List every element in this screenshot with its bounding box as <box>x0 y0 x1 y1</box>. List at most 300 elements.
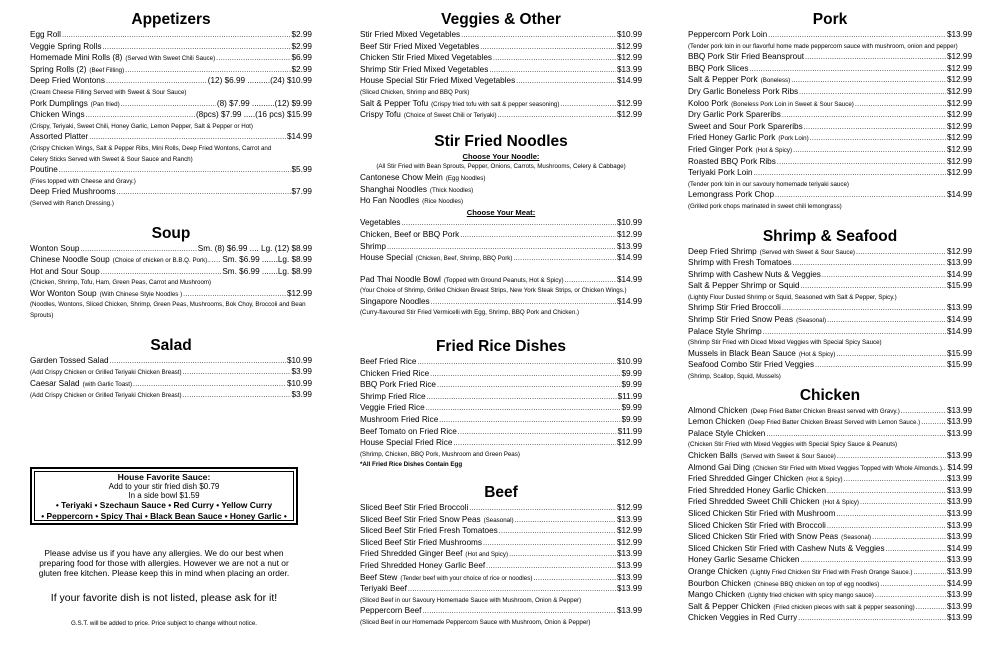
right-column <box>688 10 972 625</box>
menu-item <box>360 99 642 111</box>
item-note: (Chicken, Beef, Shrimp, BBQ Pork) <box>415 255 513 263</box>
item-price: $14.99 <box>946 269 972 279</box>
item-name: Beef Stew <box>360 572 398 582</box>
dot-leader <box>793 258 946 270</box>
dot-leader <box>836 349 946 361</box>
item-price: $7.99 <box>291 187 312 197</box>
menu-item <box>30 76 312 88</box>
item-price: $12.99 <box>616 438 642 448</box>
menu-item <box>688 327 972 339</box>
dot-leader <box>827 315 946 327</box>
menu-item <box>30 356 312 368</box>
item-description: (Tender pork loin in our flavorful home made peppercorn sauce with mushroom, onion and pepper) <box>688 42 958 50</box>
item-price: $10.99 <box>616 357 642 367</box>
item-name: Salt & Pepper Chicken <box>688 601 771 611</box>
dot-leader <box>533 573 616 585</box>
dot-leader <box>799 87 946 99</box>
item-price: $9.99 <box>621 403 642 413</box>
item-price: (8pcs) $7.99 .....(16 pcs) $15.99 <box>195 110 312 120</box>
item-price: $13.99 <box>946 417 972 427</box>
item-note: (Seasonal) <box>796 317 827 325</box>
item-name: Almond Gai Ding <box>688 462 750 472</box>
item-price: $12.99 <box>616 526 642 536</box>
item-description: (Chicken, Shrimp, Tofu, Ham, Green Peas, Carrot and Mushroom) <box>30 279 212 287</box>
item-name: Seafood Combo Stir Fried Veggies <box>688 360 815 370</box>
dot-leader <box>775 190 946 202</box>
menu-item <box>360 242 642 254</box>
menu-item <box>30 110 312 122</box>
item-description: (Shrimp, Chicken, BBQ Pork, Mushroom and Green Peas) <box>360 450 520 458</box>
dot-leader <box>483 538 616 550</box>
noodle-description: (All Stir Fried with Bean Sprouts, Pepper, Onions, Carrots, Mushrooms, Celery & Cabbage) <box>376 163 626 171</box>
item-name: Roasted BBQ Pork Ribs <box>688 156 776 166</box>
item-name: Shrimp Stir Fried Mixed Vegetables <box>360 64 489 74</box>
menu-item <box>360 369 642 381</box>
salad-heading: Salad <box>150 336 192 354</box>
item-name: Shrimp Stir Fried Snow Peas <box>688 315 794 325</box>
dot-leader <box>815 360 946 372</box>
item-price: $14.99 <box>946 543 972 553</box>
dot-leader <box>133 379 286 391</box>
item-note: (Chicken Stir Fried with Mixed Veggies Topped with Whole Almonds.).. <box>752 464 946 472</box>
item-name: Garden Tossed Salad <box>30 355 109 365</box>
item-name: Fried Honey Garlic Pork <box>688 133 776 143</box>
item-name: Koloo Pork <box>688 98 729 108</box>
sauce-price-line1: Add to your stir fried dish $0.79 <box>108 482 220 491</box>
item-name: Crispy Tofu <box>360 110 401 120</box>
item-name: House Special Stir Fried Mixed Vegetables <box>360 76 516 86</box>
item-price: $12.99 <box>946 133 972 143</box>
item-price: $12.99 <box>616 537 642 547</box>
item-name: Cantonese Chow Mein <box>360 172 443 182</box>
item-name: Dry Garlic Pork Spareribs <box>688 110 781 120</box>
item-note: (Hot & Spicy) <box>806 476 843 484</box>
item-name: Sweet and Sour Pork Spareribs <box>688 121 803 131</box>
menu-item <box>360 253 642 265</box>
chicken-list <box>688 406 972 625</box>
menu-item <box>30 65 312 77</box>
menu-item <box>688 315 972 327</box>
menu-item <box>688 281 972 293</box>
item-price: $13.99 <box>946 532 972 542</box>
item-name: Teriyaki Pork Loin <box>688 168 753 178</box>
menu-item <box>360 173 642 185</box>
item-description: (Crispy Chicken Wings, Salt & Pepper Ribs, Mini Rolls, Deep Fried Wontons, Carrot and <box>30 144 272 152</box>
dot-leader <box>183 289 286 301</box>
menu-item <box>688 133 972 145</box>
menu-item <box>30 42 312 54</box>
item-name: Singapore Noodles <box>360 296 430 306</box>
dot-leader <box>515 515 616 527</box>
item-note: (Tender beef with your choice of rice or noodles) <box>400 574 533 582</box>
dot-leader <box>836 509 946 521</box>
item-note: (Boneless) <box>760 77 791 85</box>
menu-item <box>688 110 972 122</box>
item-name: Shrimp <box>360 241 386 251</box>
menu-item <box>360 392 642 404</box>
dot-leader <box>216 53 290 65</box>
item-price: $13.99 <box>946 428 972 438</box>
item-note: (Choice of Sweet Chili or Teriyaki) <box>403 112 497 120</box>
dot-leader <box>437 380 621 392</box>
item-name: Fried Shredded Ginger Beef <box>360 549 463 559</box>
dot-leader <box>498 110 616 122</box>
addon-price: $3.99 <box>291 367 312 377</box>
item-price: (8) $7.99 ..........(12) $9.99 <box>216 98 312 108</box>
dot-leader <box>768 30 946 42</box>
item-name: Chicken, Beef or BBQ Pork <box>360 229 460 239</box>
item-name: Shanghai Noodles <box>360 184 427 194</box>
item-name: Lemongrass Pork Chop <box>688 190 775 200</box>
menu-item <box>688 486 972 498</box>
item-note: (Pan fried) <box>90 100 120 108</box>
item-name: Deep Fried Wontons <box>30 76 105 86</box>
dot-leader <box>886 544 946 556</box>
menu-item <box>688 52 972 64</box>
sauce-list-1: • Teriyaki • Szechaun Sauce • Red Curry • Yellow Curry <box>55 500 273 510</box>
dot-leader <box>427 392 617 404</box>
item-name: Mushroom Fried Rice <box>360 415 439 425</box>
dot-leader <box>827 486 946 498</box>
dot-leader <box>431 297 616 309</box>
dot-leader <box>426 403 621 415</box>
item-price: $2.99 <box>291 41 312 51</box>
menu-item <box>30 267 312 279</box>
item-price: $13.99 <box>946 555 972 565</box>
dot-leader <box>86 110 195 122</box>
menu-item <box>688 509 972 521</box>
item-price: $9.99 <box>621 380 642 390</box>
middle-column <box>360 10 642 629</box>
menu-item <box>360 549 642 561</box>
menu-item <box>688 521 972 533</box>
menu-item <box>360 110 642 122</box>
noodle-types-list <box>360 173 642 208</box>
dot-leader <box>513 253 616 265</box>
dot-leader <box>453 438 616 450</box>
item-price: $13.99 <box>946 590 972 600</box>
item-name: Chicken Balls <box>688 451 738 460</box>
item-description: (Cream Cheese Filling Served with Sweet & Sour Sauce) <box>30 88 187 96</box>
item-note: (Chinese BBQ chicken on top of egg noodles) <box>753 580 880 588</box>
menu-item <box>360 380 642 392</box>
item-name: Deep Fried Shrimp <box>688 246 757 256</box>
item-description: Celery Sticks Served with Sweet & Sour Sauce and Ranch) <box>30 155 193 163</box>
dot-leader <box>408 584 616 596</box>
menu-item <box>30 244 312 256</box>
menu-item <box>688 602 972 614</box>
item-name: Sliced Chicken Stir Fried with Snow Peas <box>688 532 839 542</box>
dot-leader <box>110 356 286 368</box>
item-price: $13.99 <box>616 560 642 570</box>
item-name: Sliced Beef Stir Fried Fresh Tomatoes <box>360 526 498 536</box>
item-name: Sliced Chicken Stir Fried with Cashew Nuts & Veggies <box>688 543 885 553</box>
dot-leader <box>101 267 222 279</box>
item-price: Sm. $6.99 .......Lg. $8.99 <box>222 255 312 265</box>
menu-item <box>30 53 312 65</box>
dot-leader <box>916 602 946 614</box>
menu-item <box>360 526 642 538</box>
item-note: (Served with Sweet & Sour Sauce) <box>740 453 836 460</box>
item-name: Caesar Salad <box>30 378 80 388</box>
item-price: $2.99 <box>291 64 312 74</box>
menu-item <box>688 497 972 509</box>
dot-leader <box>80 244 196 256</box>
dot-leader <box>59 165 291 177</box>
item-name: Stir Fried Mixed Vegetables <box>360 30 461 39</box>
menu-item <box>30 30 312 42</box>
item-name: Sliced Beef Stir Fried Snow Peas <box>360 514 481 524</box>
choose-meat-label: Choose Your Meat: <box>466 207 536 217</box>
dot-leader <box>509 549 616 561</box>
dot-leader <box>782 303 946 315</box>
item-price: $14.99 <box>946 315 972 325</box>
menu-item <box>360 275 642 287</box>
dot-leader <box>810 133 946 145</box>
item-name: BBQ Pork Fried Rice <box>360 380 436 390</box>
dot-leader <box>822 270 946 282</box>
item-price: $10.99 <box>286 355 312 365</box>
dot-leader <box>855 99 946 111</box>
menu-item <box>688 613 972 625</box>
gst-notice: G.S.T. will be added to price. Price subject to change without notice. <box>70 620 258 627</box>
item-name: Lemon Chicken <box>688 417 745 427</box>
menu-item <box>688 579 972 591</box>
item-price: $12.99 <box>616 53 642 63</box>
item-name: Pork Dumplings <box>30 98 88 108</box>
dot-leader <box>439 415 620 427</box>
item-price: $14.99 <box>616 274 642 284</box>
item-price: $14.99 <box>616 253 642 263</box>
menu-item <box>688 451 972 463</box>
item-price: $13.99 <box>616 241 642 251</box>
item-price: $13.99 <box>946 405 972 415</box>
item-price: $13.99 <box>946 474 972 484</box>
menu-item <box>688 64 972 76</box>
item-note: (Seasonal) <box>483 516 514 524</box>
item-note: (Deep Fried Batter Chicken Breast served with Gravy.) <box>750 407 900 415</box>
menu-item <box>360 403 642 415</box>
item-name: Teriyaki Beef <box>360 584 407 594</box>
menu-item <box>688 168 972 180</box>
item-price: $14.99 <box>946 326 972 336</box>
menu-item <box>360 230 642 242</box>
item-price: $14.99 <box>616 76 642 86</box>
menu-item <box>688 258 972 270</box>
other-noodles-list <box>360 275 642 319</box>
item-price: $9.99 <box>621 415 642 425</box>
dot-leader <box>791 75 946 87</box>
dot-leader <box>754 168 946 180</box>
menu-item <box>360 573 642 585</box>
dot-leader <box>387 242 616 254</box>
item-price: $13.99 <box>616 549 642 559</box>
item-note: (Egg Noodles) <box>445 174 486 182</box>
item-note: (Boneless Pork Loin in Sweet & Sour Sauce) <box>731 100 854 108</box>
menu-item <box>688 417 972 429</box>
left-column <box>30 10 312 402</box>
item-name: Chicken Stir Fried Mixed Vegetables <box>360 53 492 63</box>
item-price: $14.99 <box>947 462 973 472</box>
dot-leader <box>102 42 290 54</box>
item-name: Poutine <box>30 165 58 175</box>
dot-leader <box>805 52 946 64</box>
item-note: (Rice Noodles) <box>422 198 464 206</box>
menu-item <box>688 30 972 42</box>
menu-item <box>688 544 972 556</box>
item-description: (Crispy, Teriyaki, Sweet Chili, Honey Garlic, Lemon Pepper, Salt & Pepper or Hot) <box>30 122 253 130</box>
item-name: Beef Tomato on Fried Rice <box>360 426 457 436</box>
item-note: (Hot & Spicy) <box>798 350 836 358</box>
item-name: Shrimp with Fresh Tomatoes <box>688 258 792 268</box>
item-price: $15.99 <box>946 360 972 370</box>
menu-item <box>30 255 312 267</box>
menu-item <box>688 75 972 87</box>
dot-leader <box>860 497 946 509</box>
dot-leader <box>875 590 946 602</box>
item-name: Veggie Fried Rice <box>360 403 425 413</box>
item-note: (Served With Sweet Chili Sauce) <box>125 55 216 63</box>
menu-item <box>688 270 972 282</box>
item-name: Wonton Soup <box>30 243 80 253</box>
sauce-price-line2: In a side bowl $1.59 <box>128 491 200 500</box>
beef-list <box>360 503 642 629</box>
item-name: Sliced Chicken Stir Fried with Mushroom <box>688 508 836 518</box>
menu-item <box>688 87 972 99</box>
dot-leader <box>872 532 946 544</box>
addon-desc: (Add Crispy Chicken or Grilled Teriyaki Chicken Breast) <box>30 369 182 377</box>
dot-leader <box>499 526 616 538</box>
dot-leader <box>782 110 946 122</box>
item-name: Mussels in Black Bean Sauce <box>688 348 796 358</box>
item-name: Vegetables <box>360 218 401 228</box>
item-description: (Lightly Flour Dusted Shrimp or Squid, Seasoned with Salt & Pepper, Spicy.) <box>688 293 897 301</box>
menu-item <box>360 415 642 427</box>
house-sauce-inner <box>34 471 294 521</box>
item-note: (Seasonal) <box>841 534 872 542</box>
item-price: $13.99 <box>946 30 972 39</box>
appetizers-heading: Appetizers <box>131 11 211 28</box>
item-name: Orange Chicken <box>688 566 748 576</box>
shrimp-list <box>688 247 972 383</box>
item-description: (Shrimp Stir Fried with Diced Mixed Veggies with Special Spicy Sauce) <box>688 339 882 347</box>
item-note: (Pork Loin) <box>778 135 809 143</box>
item-price: $15.99 <box>946 348 972 358</box>
item-name: Chicken Fried Rice <box>360 368 430 378</box>
item-name: Dry Garlic Boneless Pork Ribs <box>688 86 799 96</box>
menu-item <box>688 190 972 202</box>
veggies-list <box>360 30 642 122</box>
menu-item <box>688 122 972 134</box>
dot-leader <box>460 230 616 242</box>
item-description: (Sliced Chicken, Shrimp and BBQ Pork) <box>360 88 470 96</box>
item-name: Sliced Beef Stir Fried Mushrooms <box>360 537 482 547</box>
item-description: (Grilled pork chops marinated in sweet chili lemongrass) <box>688 202 842 210</box>
item-price: $13.99 <box>616 572 642 582</box>
item-price: $15.99 <box>946 281 972 291</box>
dot-leader <box>125 65 290 77</box>
item-description: (Fries topped with Cheese and Gravy.) <box>30 177 136 185</box>
menu-item <box>360 357 642 369</box>
item-price: Sm. (8) $6.99 .... Lg. (12) $8.99 <box>197 243 312 253</box>
item-name: Homemade Mini Rolls (8) <box>30 53 123 63</box>
menu-item <box>688 157 972 169</box>
menu-item <box>30 132 312 144</box>
menu-item <box>688 360 972 372</box>
item-price: $12.99 <box>946 86 972 96</box>
dot-leader <box>837 451 946 463</box>
item-price: (12) $6.99 ..........(24) $10.99 <box>207 76 312 86</box>
item-note: (Beef Filling) <box>89 66 125 74</box>
item-price: $13.99 <box>946 566 972 576</box>
chicken-heading: Chicken <box>799 386 861 404</box>
item-name: Shrimp Stir Fried Broccoli <box>688 303 781 313</box>
menu-item <box>688 590 972 602</box>
item-price: $12.99 <box>946 121 972 131</box>
dot-leader <box>469 503 616 515</box>
menu-item <box>688 99 972 111</box>
item-price: $11.99 <box>617 426 642 436</box>
dot-leader <box>766 429 946 441</box>
dot-leader <box>422 606 616 618</box>
item-price: $11.99 <box>617 391 642 401</box>
item-note: (Topped with Ground Peanuts, Hot & Spicy) <box>443 276 564 284</box>
dot-leader <box>121 99 216 111</box>
item-name: Shrimp with Cashew Nuts & Veggies <box>688 269 821 279</box>
item-price: $10.99 <box>286 378 312 388</box>
item-note: (Served with Sweet & Sour Sauce) <box>759 248 855 256</box>
addon-price: $3.99 <box>291 390 312 400</box>
dot-leader <box>486 561 616 573</box>
item-price: $12.99 <box>946 110 972 120</box>
item-price: $9.99 <box>621 368 642 378</box>
item-note: (Thick Noodles) <box>429 186 474 194</box>
dot-leader <box>560 99 616 111</box>
item-note: (Hot & Spicy) <box>755 146 793 154</box>
item-description: Sprouts) <box>30 312 54 320</box>
salad-list <box>30 356 312 402</box>
dot-leader <box>89 132 286 144</box>
item-name: Mango Chicken <box>688 590 745 600</box>
dot-leader <box>461 30 616 42</box>
menu-item <box>360 218 642 230</box>
item-name: Fried Shredded Honey Garlic Chicken <box>688 485 826 495</box>
item-name: Beef Stir Fried Mixed Vegetables <box>360 41 480 51</box>
house-sauce-box <box>30 467 298 525</box>
item-price: $13.99 <box>946 508 972 518</box>
menu-item <box>30 379 312 391</box>
item-name: Salt & Pepper Pork <box>688 75 758 85</box>
item-price: $12.99 <box>946 52 972 62</box>
noodles-heading: Stir Fried Noodles <box>434 132 568 150</box>
dot-leader <box>106 76 207 88</box>
menu-item <box>360 538 642 550</box>
dot-leader <box>183 367 291 379</box>
item-note: (Choice of chicken or B.B.Q. Pork).. <box>112 257 211 265</box>
item-price: Sm. $6.99 .......Lg. $8.99 <box>222 266 312 276</box>
item-description: (Your Choice of Shrimp, Grilled Chicken Breast Strips, New York Steak Strips, or Chicken Wings.) <box>360 287 627 295</box>
item-name: Egg Roll <box>30 30 61 39</box>
item-description: (Curry-flavoured Stir Fried Vermicelli with Egg, Shrimp, BBQ Pork and Chicken.) <box>360 309 580 317</box>
menu-item <box>360 30 642 42</box>
choose-noodle-label: Choose Your Noodle: <box>462 151 540 161</box>
menu-item <box>360 515 642 527</box>
item-price: $12.99 <box>946 75 972 85</box>
item-price: $6.99 <box>291 53 312 63</box>
shrimp-heading: Shrimp & Seafood <box>762 227 898 245</box>
item-name: BBQ Pork Slices <box>688 63 749 73</box>
item-price: $5.99 <box>291 165 312 175</box>
